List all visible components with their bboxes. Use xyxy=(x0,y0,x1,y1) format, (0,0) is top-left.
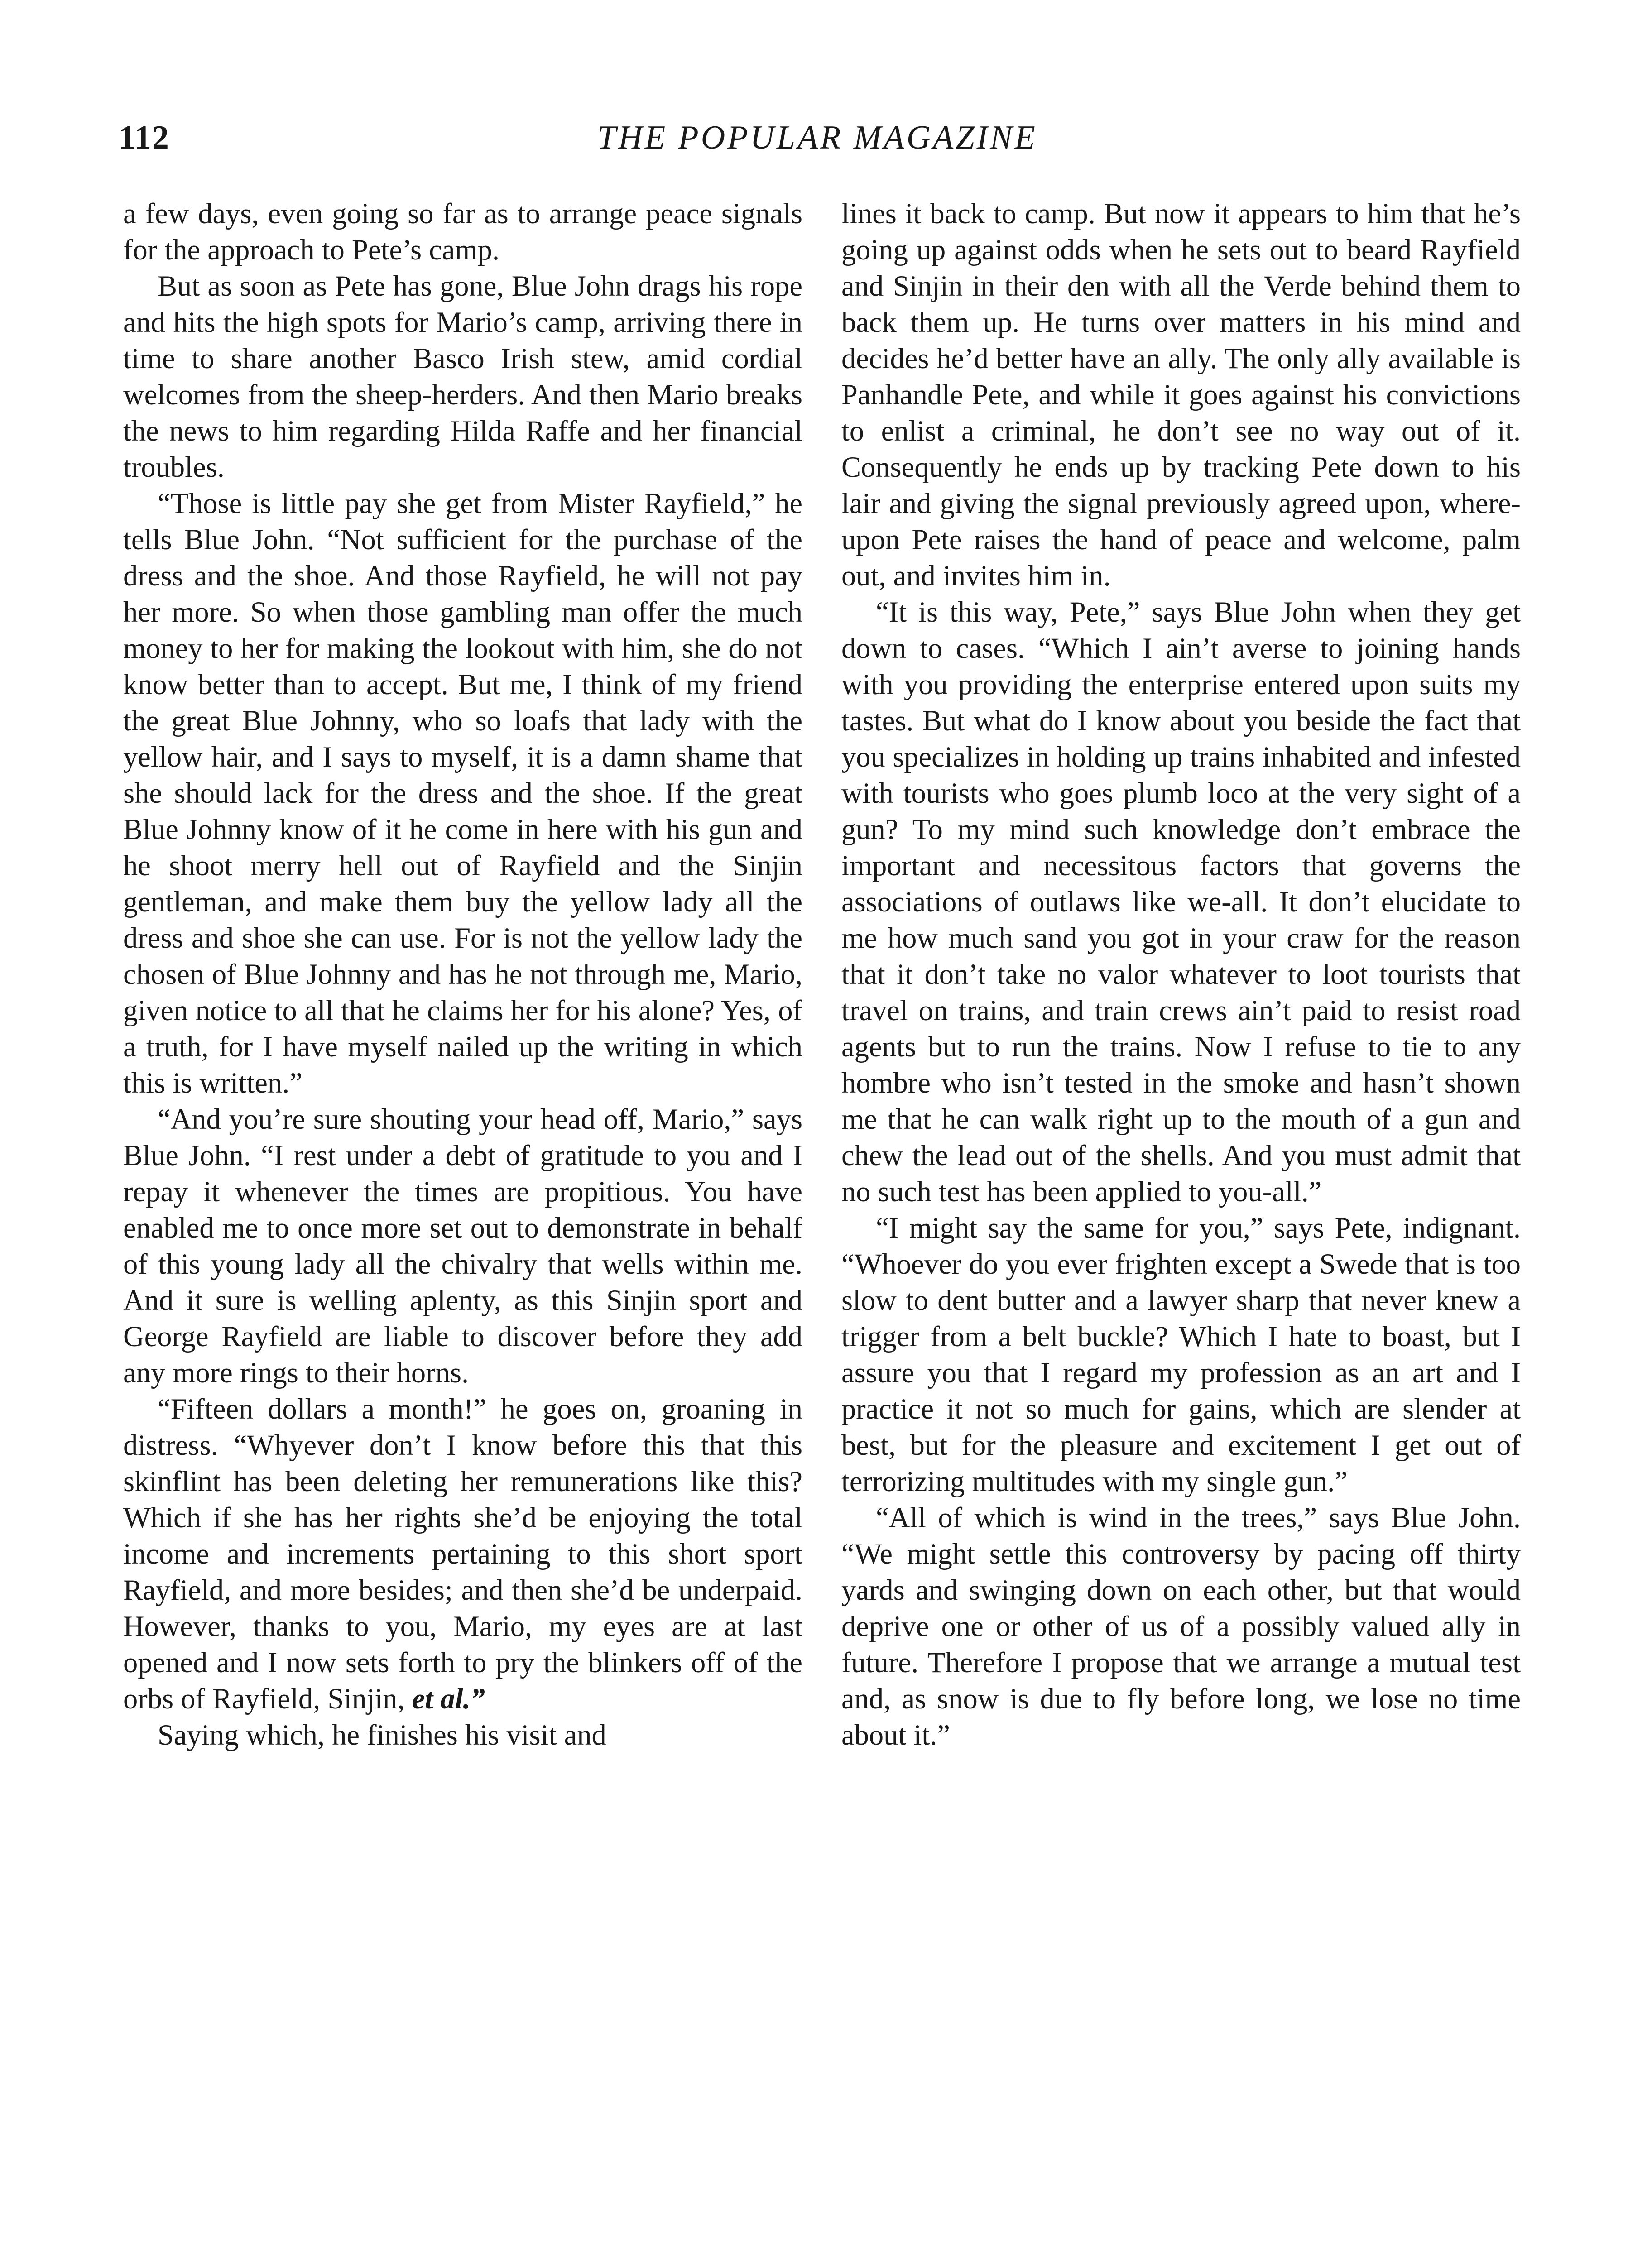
paragraph: a few days, even going so far as to arrange peace signals for the approach to Pete’s camp. xyxy=(123,197,802,266)
paragraph: “And you’re sure shouting your head off, Mario,” says Blue John. “I rest under a debt of gratitude to you and I repay it whenever the times are propitious. You have enabled me to once more set out to demonstrate in behalf of this young lady all the chivalry that wells within me. And it sure is welling aplenty, as this Sinjin sport and George Rayfield are liable to discover before they add any more rings to their horns. xyxy=(123,1103,802,1389)
paragraph: “All of which is wind in the trees,” says Blue John. “We might settle this controversy by pacing off thirty yards and swinging down on each other, but that would deprive one or other of us of a possibly valued ally in future. Therefore I propose that we arrange a mutual test and, as snow is due to fly before long, we lose no time about it.” xyxy=(841,1501,1521,1751)
paragraph: “I might say the same for you,” says Pete, indignant. “Whoever do you ever frighten except a Swede that is too slow to dent butter and a lawyer sharp that never knew a trigger from a belt buckle? Which I hate to boast, but I assure you that I regard my profession as an art and I practice it not so much for gains, which are slender at best, but for the pleasure and excitement I get out of terrorizing multitudes with my single gun.” xyxy=(841,1212,1521,1497)
left-column xyxy=(123,196,802,1753)
page-header xyxy=(119,119,1516,168)
paragraph-text: “Fifteen dollars a month!” he goes on, groaning in distress. “Whyever don’t I know before this that this skinflint has been deleting her remunerations like this? Which if she has her rights she’d be enjoying the total income and increments pertaining to this short sport Rayfield, and more besides; and then she’d be underpaid. However, thanks to you, Mario, my eyes are at last opened and I now sets forth to pry the blinkers off of the orbs of Rayfield, Sinjin, xyxy=(123,1393,802,1715)
page-number: 112 xyxy=(119,119,170,156)
paragraph: lines it back to camp. But now it appears to him that he’s going up against odds when he sets out to beard Rayfield and Sinjin in their den with all the Verde behind them to back them up. He turns over matters in his mind and decides he’d better have an ally. The only ally available is Panhandle Pete, and while it goes against his convictions to enlist a criminal, he don’t see no way out of it. Consequently he ends up by tracking Pete down to his lair and giving the signal previously agreed upon, whereupon Pete raises the hand of peace and welcome, palm out, and invites him in. xyxy=(841,197,1521,592)
paragraph xyxy=(123,1391,802,1717)
right-column xyxy=(841,196,1521,1753)
paragraph: “It is this way, Pete,” says Blue John when they get down to cases. “Which I ain’t averse to joining hands with you providing the enterprise entered upon suits my tastes. But what do I know about you beside the fact that you specializes in holding up trains inhabited and infested with tourists who goes plumb loco at the very sight of a gun? To my mind such knowledge don’t embrace the important and necessitous factors that governs the associations of outlaws like we-all. It don’t elucidate to me how much sand you got in your craw for the reason that it don’t take no valor whatever to loot tourists that travel on trains, and train crews ain’t paid to resist road agents but to run the trains. Now I refuse to tie to any hombre who isn’t tested in the smoke and hasn’t shown me that he can walk right up to the mouth of a gun and chew the lead out of the shells. And you must admit that no such test has been applied to you-all.” xyxy=(841,596,1521,1208)
paragraph: Saying which, he finishes his visit and xyxy=(158,1719,606,1751)
paragraph: “Those is little pay she get from Mister Rayfield,” he tells Blue John. “Not sufficient for the purchase of the dress and the shoe. And those Rayfield, he will not pay her more. So when those gambling man offer the much money to her for making the lookout with him, she do not know better than to accept. But me, I think of my friend the great Blue Johnny, who so loafs that lady with the yellow hair, and I says to myself, it is a damn shame that she should lack for the dress and the shoe. If the great Blue Johnny know of it he come in here with his gun and he shoot merry hell out of Rayfield and the Sinjin gentleman, and make them buy the yellow lady all the dress and shoe she can use. For is not the yellow lady the chosen of Blue Johnny and has he not through me, Mario, given notice to all that he claims her for his alone? Yes, of a truth, for I have myself nailed up the writing in which this is written.” xyxy=(123,487,802,1099)
paragraph: But as soon as Pete has gone, Blue John drags his rope and hits the high spots for Mario’s camp, arriving there in time to share another Basco Irish stew, amid cordial welcomes from the sheep-herders. And then Mario breaks the news to him regarding Hilda Raffe and her financial troubles. xyxy=(123,270,802,483)
running-head: THE POPULAR MAGAZINE xyxy=(597,119,1037,156)
et-al-text: et al.” xyxy=(412,1683,485,1715)
